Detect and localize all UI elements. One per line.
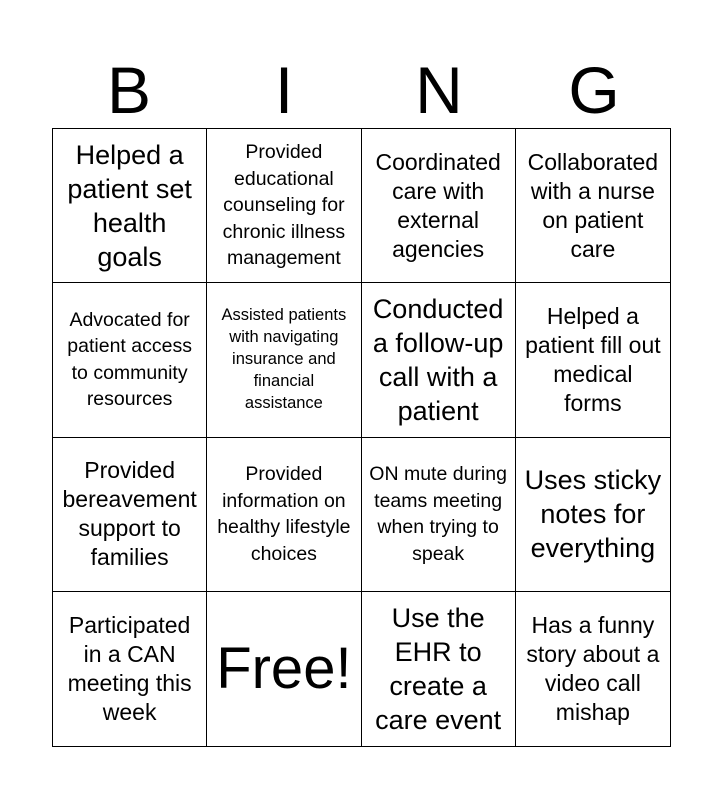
header-letter-n: N (415, 53, 463, 127)
bingo-cell[interactable]: Use the EHR to create a care event (362, 592, 516, 746)
bingo-cell[interactable]: Helped a patient fill out medical forms (516, 283, 670, 437)
bingo-cell[interactable]: Advocated for patient access to community resources (53, 283, 207, 437)
header-letter-i: I (274, 53, 294, 127)
bingo-cell[interactable]: Participated in a CAN meeting this week (53, 592, 207, 746)
bingo-cell[interactable]: Coordinated care with external agencies (362, 129, 516, 283)
bingo-cell[interactable]: Has a funny story about a video call mishap (526, 611, 660, 725)
bingo-cell[interactable]: Provided educational counseling for chronic illness management (207, 129, 361, 283)
bingo-cell[interactable]: Helped a patient set health goals (53, 129, 207, 283)
bingo-cell[interactable]: ON mute during teams meeting when trying to speak (362, 438, 516, 592)
bingo-cell[interactable]: Assisted patients with navigating insurance and financial assistance (207, 283, 361, 437)
bingo-cell[interactable]: Uses sticky notes for everything (516, 438, 670, 592)
bingo-cell[interactable]: Collaborated with a nurse on patient care (516, 129, 670, 283)
header-letter-b: B (106, 53, 152, 127)
header-letter-g: G (568, 53, 620, 127)
bingo-cell[interactable]: Conducted a follow-up call with a patient (362, 283, 516, 437)
bingo-header (52, 52, 671, 128)
bingo-cell[interactable]: Provided bereavement support to families (53, 438, 207, 592)
free-space-cell[interactable]: Free! (207, 592, 361, 746)
bingo-cell[interactable]: Provided information on healthy lifestyle choices (207, 438, 361, 592)
bingo-board (52, 128, 671, 747)
